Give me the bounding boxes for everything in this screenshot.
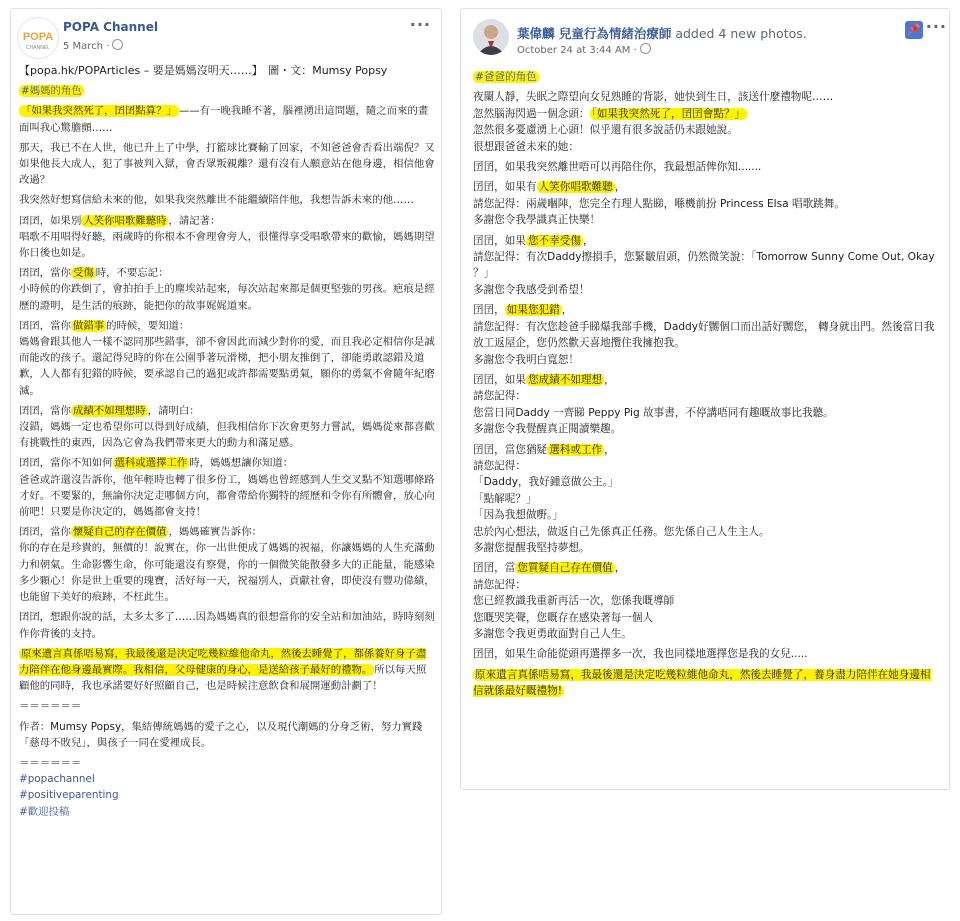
more-options-button[interactable]: ··· xyxy=(925,17,947,36)
paragraph-text: 囝囝，當你不知如何 xyxy=(19,457,113,470)
popa-channel-avatar[interactable] xyxy=(17,17,59,59)
paragraph-text: ， 請您記得：有次Daddy擦損手，您緊皺眉頭，仍然微笑說：「Tomorrow Sunny Come Out, Okay ？」 多謝您令我感受到希望！ xyxy=(473,234,935,296)
paragraph-text: ——有一晚我睡不著，腦裡湧出這問題，隨之而來的畫面叫我心驚膽顫…… xyxy=(19,105,429,134)
paragraph-text: 囝囝，當你 xyxy=(19,526,71,539)
paragraph-text: 囝囝，如果有 xyxy=(473,181,537,194)
highlight-text: 「如果我突然死了，囝囝點算？」 xyxy=(21,105,177,118)
highlight-text: 選科或工作 xyxy=(549,443,603,456)
channel-name-link[interactable]: POPA Channel xyxy=(63,20,158,34)
highlight-text: 受傷 xyxy=(72,267,94,280)
highlight-text: 您質疑自己存在價值 xyxy=(517,562,613,575)
globe-icon xyxy=(112,39,123,50)
paragraph-9: 囝囝，如果生命能從頭再選擇多一次，我也同樣地選擇您是我的女兒..... xyxy=(473,648,808,661)
person-icon xyxy=(473,19,509,55)
right-post xyxy=(460,8,950,790)
paragraph-5 xyxy=(473,302,941,368)
author-line xyxy=(517,24,807,42)
more-options-button[interactable]: ··· xyxy=(409,15,431,34)
left-post-header xyxy=(11,9,441,59)
paragraph-10 xyxy=(473,667,941,700)
left-post xyxy=(10,8,442,915)
hashtag-list xyxy=(19,771,435,820)
paragraph-text: ，請記著： 唱歌不用唱得好聽，兩歲時的你根本不會理會旁人，很懂得享受唱歌帶來的歡愉，媽媽期望你日後也如是。 xyxy=(19,214,435,260)
highlight-text: 原來遺言真係唔易寫，我最後還是決定吃幾粒維他命丸，然後去睡覺了，都係養好身子盡力陪伴在他身邊最實際。我相信，父母健康的身心，是送給孩子最好的禮物。 xyxy=(19,647,427,676)
hashtag-link[interactable]: #爸爸的角色 xyxy=(475,71,537,83)
paragraph-2: 那天，我已不在人世，他已升上了中學，打籃球比賽輸了回家，不知爸爸會否看出端倪？又如果他長大成人，犯了事被判入獄，會否眾叛親離？還有沒有人願意站在他身邊，相信他會改過？ xyxy=(19,141,435,187)
paragraph-8 xyxy=(473,560,941,642)
right-post-header xyxy=(461,9,949,59)
paragraph-7 xyxy=(473,442,941,557)
paragraph-text: ， 請您記得： 「Daddy，我好鍾意做公主。」 「點解呢？」 「因為我想做嘢。」 忠於內心想法，做返自己先係真正任務。您先係自己人生主人。 多謝您提醒我堅持夢想。 xyxy=(473,443,770,554)
post-date-text: 5 March · xyxy=(63,41,110,52)
post-date[interactable] xyxy=(63,39,123,52)
pin-icon[interactable]: 📌 xyxy=(905,21,923,39)
paragraph-text: ，請明白： 沒錯，媽媽一定也希望你可以得到好成績，但我相信你下次會更努力嘗試，媽媽從來都喜歡有挑戰性的東西，因為它會為我們帶來更大的動力和滿足感。 xyxy=(19,404,435,450)
highlight-text: 您成績不如理想 xyxy=(527,373,603,386)
highlight-text: 原來遺言真係唔易寫，我最後還是決定吃幾粒維他命丸，然後去睡覺了，養身盡力陪伴在她身邊相信就係最好嘅禮物! xyxy=(473,668,931,698)
globe-icon xyxy=(640,43,651,54)
paragraph-1 xyxy=(473,89,941,155)
hashtag-father-role xyxy=(473,69,941,85)
separator-1: ＝＝＝＝＝＝ xyxy=(19,700,82,713)
paragraph-text: 囝囝，當你 xyxy=(19,267,71,280)
paragraph-11 xyxy=(19,646,435,695)
paragraph-10: 囝囝，想跟你說的話，太多太多了……因為媽媽真的很想當你的安全站和加油站，時時刻刻作你背後的支持。 xyxy=(19,611,435,640)
author-name-link[interactable]: 葉偉麟 兒童行為情緒治療師 xyxy=(517,26,672,41)
paragraph-text: 囝囝，如果 xyxy=(473,373,526,386)
paragraph-text: 囝囝， xyxy=(473,304,505,317)
paragraph-text: 囝囝，當 xyxy=(473,562,516,575)
highlight-text: 人笑你唱歌難聽時 xyxy=(83,214,167,227)
hashtag-popachannel[interactable]: #popachannel xyxy=(19,773,95,786)
popa-logo-icon xyxy=(18,18,58,58)
paragraph-text: 所以每天照顧他的同時，我也承諾要好好照顧自己，也是時候注意飲食和展開運動計劃了！ xyxy=(19,663,427,693)
paragraph-4 xyxy=(473,233,941,299)
article-link[interactable]: 【popa.hk/POPArticles – 要是媽媽沒明天……】 圖・文：Mumsy Popsy xyxy=(19,64,388,77)
paragraph-6 xyxy=(473,372,941,438)
highlight-text: 選科或選擇工作 xyxy=(114,457,188,470)
paragraph-text: ，媽媽確實告訴你： 你的存在是珍貴的，無價的！說實在，你一出世便成了媽媽的祝福，你讓媽媽的人生充滿動力和朝氣。生命影響生命，你可能還沒有察覺，你的一個微笑能散發多大的正能量，能感染多少顆心！你是世上重要的瑰寶，活好每一天，祝福別人，貢獻社會，即使沒有豐功偉績， 也能留下美好的痕跡，不枉此生。 xyxy=(19,526,435,604)
left-post-body xyxy=(19,63,435,820)
paragraph-text: ， 請您記得： 您當日同Daddy 一齊睇 Peppy Pig 故事書，不停講唔同有趣嘅故事比我聽。 多謝您令我覺醒真正閱讀樂趣。 xyxy=(473,373,834,436)
paragraph-text: 忽然很多憂慮湧上心頭！似乎還有很多說話仍未跟她說。 很想跟爸爸未來的她： xyxy=(473,124,738,153)
paragraph-5 xyxy=(19,265,435,314)
highlight-text: 懷疑自己的存在價值 xyxy=(72,526,167,539)
post-date[interactable] xyxy=(517,43,651,56)
paragraph-6 xyxy=(19,318,435,399)
paragraph-text: ， 請您記得：有次您趁爸手睇爆我部手機，Daddy好嬲個口而出話好嬲您， 轉身就出門。然後當日我放工返屋企，您仍然歡天喜地攬住我擁抱我。 多謝您令我明白寬恕！ xyxy=(473,304,935,366)
paragraph-9 xyxy=(19,524,435,605)
paragraph-1 xyxy=(19,103,435,135)
paragraph-text: 囝囝，如果別 xyxy=(19,214,82,227)
highlight-text: 成績不如理想時 xyxy=(72,404,146,417)
paragraph-text: 的時候，要知道： 媽媽會跟其他人一樣不認同那些錯事，卻不會因此而減少對你的愛，而且我必定相信你是誠而能改的孩子。還記得兒時的你在公園爭著玩滑梯，把小朋友推倒了，卻能勇敢認錯及道歉，人人都有犯錯的時候，要承認自己的過犯或許都需要點勇氣，願你的勇氣不會隨年紀磨滅。 xyxy=(19,319,435,397)
hashtag-link[interactable]: #媽媽的角色 xyxy=(21,85,82,98)
highlight-text: 「如果我突然死了，囝囝會點？」 xyxy=(591,107,746,120)
post-date-text: October 24 at 3:44 AM · xyxy=(517,45,637,56)
paragraph-text: 囝囝，當你 xyxy=(19,319,71,332)
svg-text:POPA: POPA xyxy=(22,31,54,43)
hashtag-positiveparenting[interactable]: #positiveparenting xyxy=(19,789,119,802)
paragraph-8 xyxy=(19,455,435,520)
paragraph-3: 我突然好想寫信給未來的他，如果我突然離世不能繼續陪伴他，我想告訴未來的他…… xyxy=(19,194,414,207)
paragraph-text: ， 請您記得：兩歲嗰陣，您完全冇理人點睇，喺機前扮 Princess Elsa 唱歌跳舞。 多謝您令我學識真正快樂！ xyxy=(473,181,845,227)
post-action-text: added 4 new photos. xyxy=(671,26,807,41)
paragraph-text: 囝囝，當您猶疑 xyxy=(473,443,548,456)
highlight-text: 做錯事 xyxy=(72,319,105,332)
paragraph-7 xyxy=(19,403,435,452)
paragraph-text: 囝囝，當你 xyxy=(19,404,71,417)
hashtag-submission[interactable]: #歡迎投稿 xyxy=(19,805,70,818)
paragraph-text: 時，不要忘記： 小時候的你跌倒了，會拍拍手上的塵埃站起來，每次站起來都是個更堅強的男孩。疤痕是經歷的證明，是生活的痕跡，能把你的故事娓娓道來。 xyxy=(19,267,435,312)
paragraph-4 xyxy=(19,213,435,262)
paragraph-3 xyxy=(473,179,941,228)
therapist-avatar[interactable] xyxy=(473,19,509,55)
right-post-body xyxy=(473,69,941,704)
svg-text:CHANNEL: CHANNEL xyxy=(26,45,50,51)
hashtag-mother-role xyxy=(19,83,435,99)
highlight-text: 如果您犯錯 xyxy=(506,304,560,317)
highlight-text: 您不幸受傷 xyxy=(527,234,581,247)
paragraph-text: 時，媽媽想讓你知道： 爸爸或許還沒告訴你，他年輕時也轉了很多份工，媽媽也曾經感到人生交叉點不知選哪條路才好。不要緊的，無論你決定走哪個方向，都會帶給你獨特的經歷和令你有所體會，放心向前吧！只要是你決定的，媽媽都會支持！ xyxy=(19,457,435,519)
paragraph-text: 囝囝，如果 xyxy=(473,234,526,247)
paragraph-text: ， 請您記得： 您已經教識我重新再活一次，您係我嘅導師 您嘅哭笑聲，您嘅存在感染著每一個人 多謝您令我更勇敢面對自己人生。 xyxy=(473,562,675,640)
highlight-text: 人笑你唱歌難聽 xyxy=(538,181,613,194)
separator-2: ＝＝＝＝＝＝ xyxy=(19,756,82,769)
paragraph-text: 夜闌人靜，失眠之際望向女兒熟睡的背影，她快到生日，該送什麼禮物呢…… 忽然腦海閃過一個念頭： xyxy=(473,91,834,120)
paragraph-2: 囝囝，如果我突然離世唔可以再陪住你，我最想話俾你知....... xyxy=(473,161,762,174)
author-bio: 作者：Mumsy Popsy，集結傳統媽媽的愛子之心，以及現代潮媽的分身乏術，努力實踐「慈母不敗兒」，與孩子一同在愛裡成長。 xyxy=(19,720,423,749)
